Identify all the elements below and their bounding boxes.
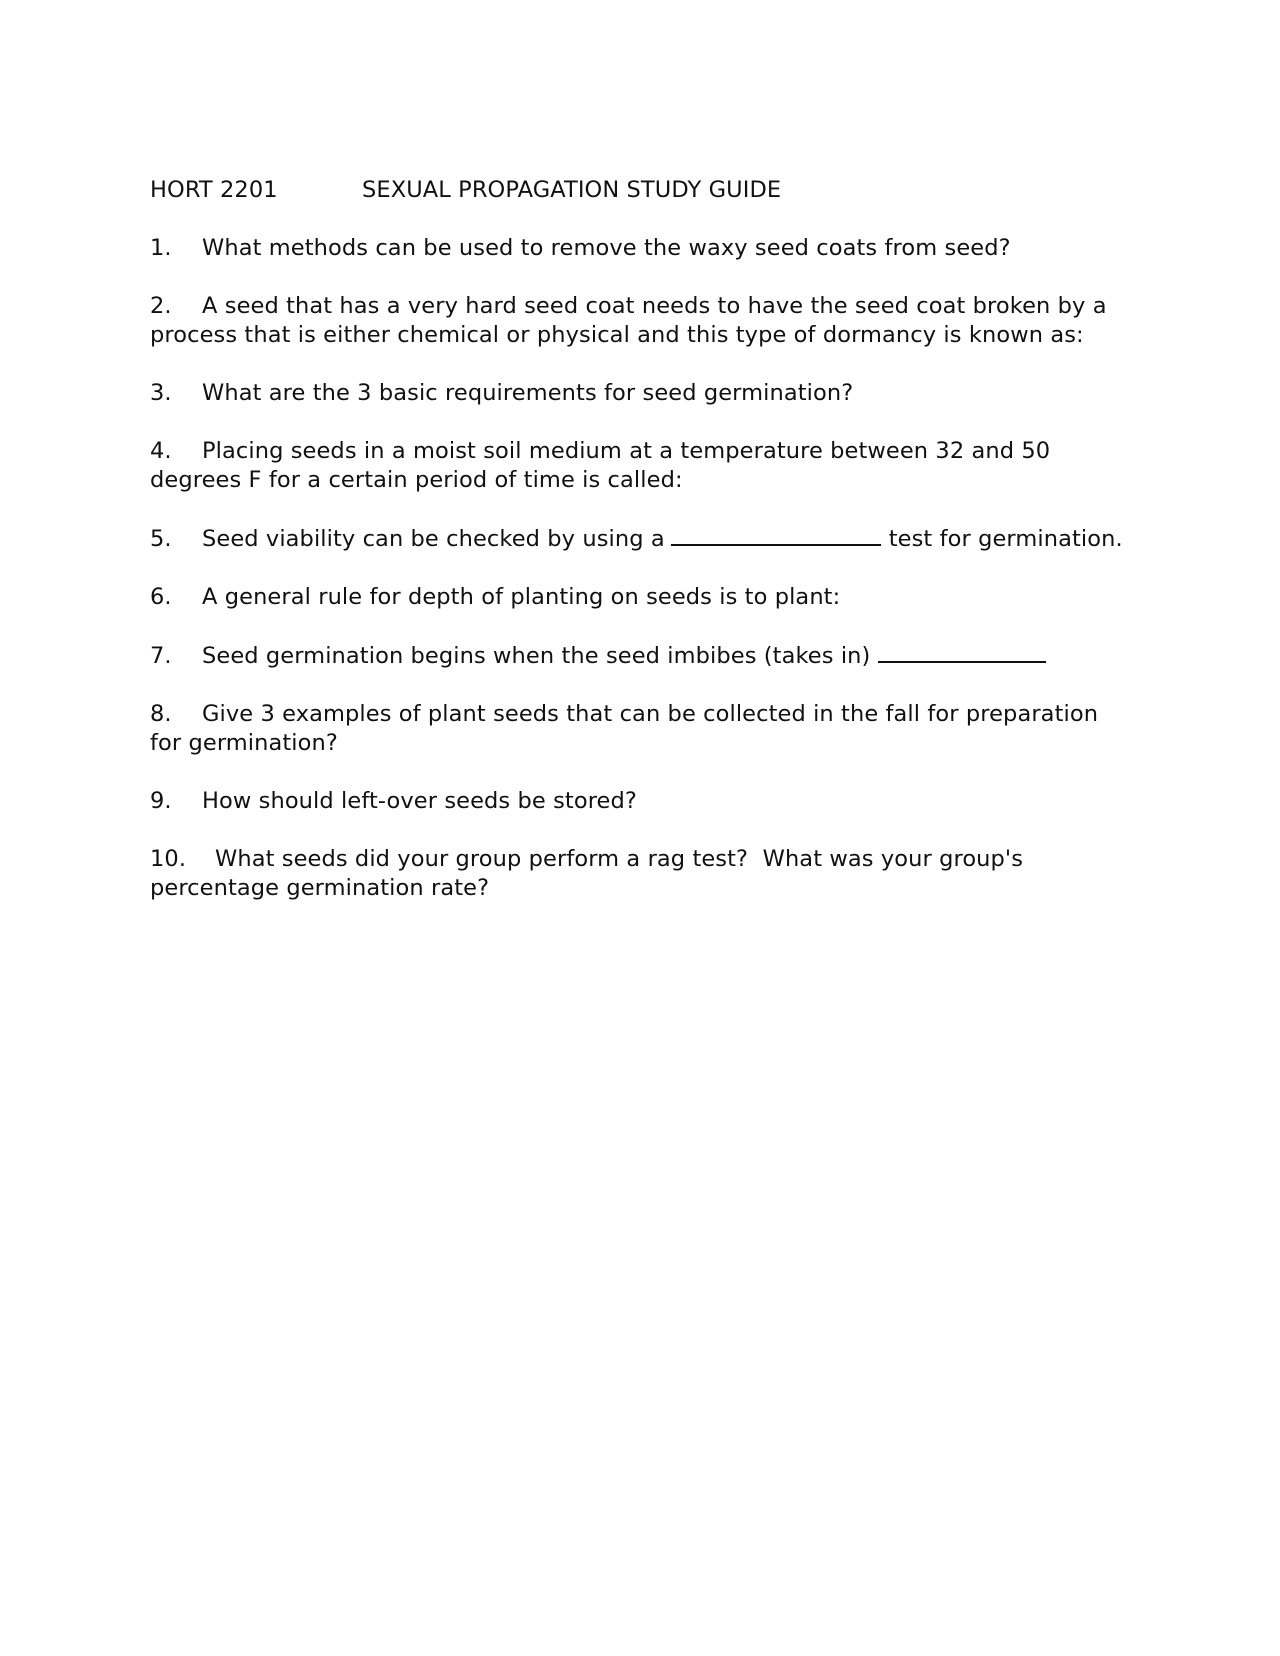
course-code: HORT 2201 — [150, 177, 278, 203]
question-number: 4. — [150, 438, 172, 464]
question-3 — [150, 379, 1130, 408]
question-text-continued: degrees F for a certain period of time is called: — [150, 467, 683, 493]
question-text: How should left-over seeds be stored? — [202, 788, 637, 814]
question-text: Placing seeds in a moist soil medium at a temperature between 32 and 50 — [202, 438, 1051, 464]
question-text-before-blank: Seed germination begins when the seed imbibes (takes in) — [202, 643, 871, 669]
question-5 — [150, 524, 1130, 554]
answer-blank[interactable] — [878, 641, 1046, 663]
question-number: 10. — [150, 846, 187, 872]
question-text-continued: percentage germination rate? — [150, 875, 490, 901]
question-text-continued: process that is either chemical or physical and this type of dormancy is known as: — [150, 322, 1084, 348]
question-text-continued: for germination? — [150, 730, 338, 756]
question-text: Give 3 examples of plant seeds that can be collected in the fall for preparation — [202, 701, 1099, 727]
question-number: 2. — [150, 293, 172, 319]
question-1 — [150, 234, 1130, 263]
question-number: 5. — [150, 526, 172, 552]
document-title: SEXUAL PROPAGATION STUDY GUIDE — [362, 177, 782, 203]
question-number: 3. — [150, 380, 172, 406]
question-9 — [150, 787, 1130, 816]
question-number: 6. — [150, 584, 172, 610]
question-4 — [150, 437, 1130, 495]
question-text: What are the 3 basic requirements for seed germination? — [202, 380, 854, 406]
question-text: A seed that has a very hard seed coat needs to have the seed coat broken by a — [202, 293, 1107, 319]
question-number: 8. — [150, 701, 172, 727]
question-8 — [150, 700, 1130, 758]
question-text-before-blank: Seed viability can be checked by using a — [202, 526, 665, 552]
question-10 — [150, 845, 1130, 903]
question-text: What methods can be used to remove the waxy seed coats from seed? — [202, 235, 1011, 261]
question-number: 9. — [150, 788, 172, 814]
question-number: 7. — [150, 643, 172, 669]
question-number: 1. — [150, 235, 172, 261]
study-guide-content — [150, 176, 1130, 932]
question-text-after-blank: test for germination. — [888, 526, 1123, 552]
answer-blank[interactable] — [671, 524, 881, 546]
question-6 — [150, 583, 1130, 612]
question-text: What seeds did your group perform a rag test? What was your group's — [215, 846, 1024, 872]
question-2 — [150, 292, 1130, 350]
question-7 — [150, 641, 1130, 671]
question-text: A general rule for depth of planting on seeds is to plant: — [202, 584, 841, 610]
document-header — [150, 176, 1130, 205]
